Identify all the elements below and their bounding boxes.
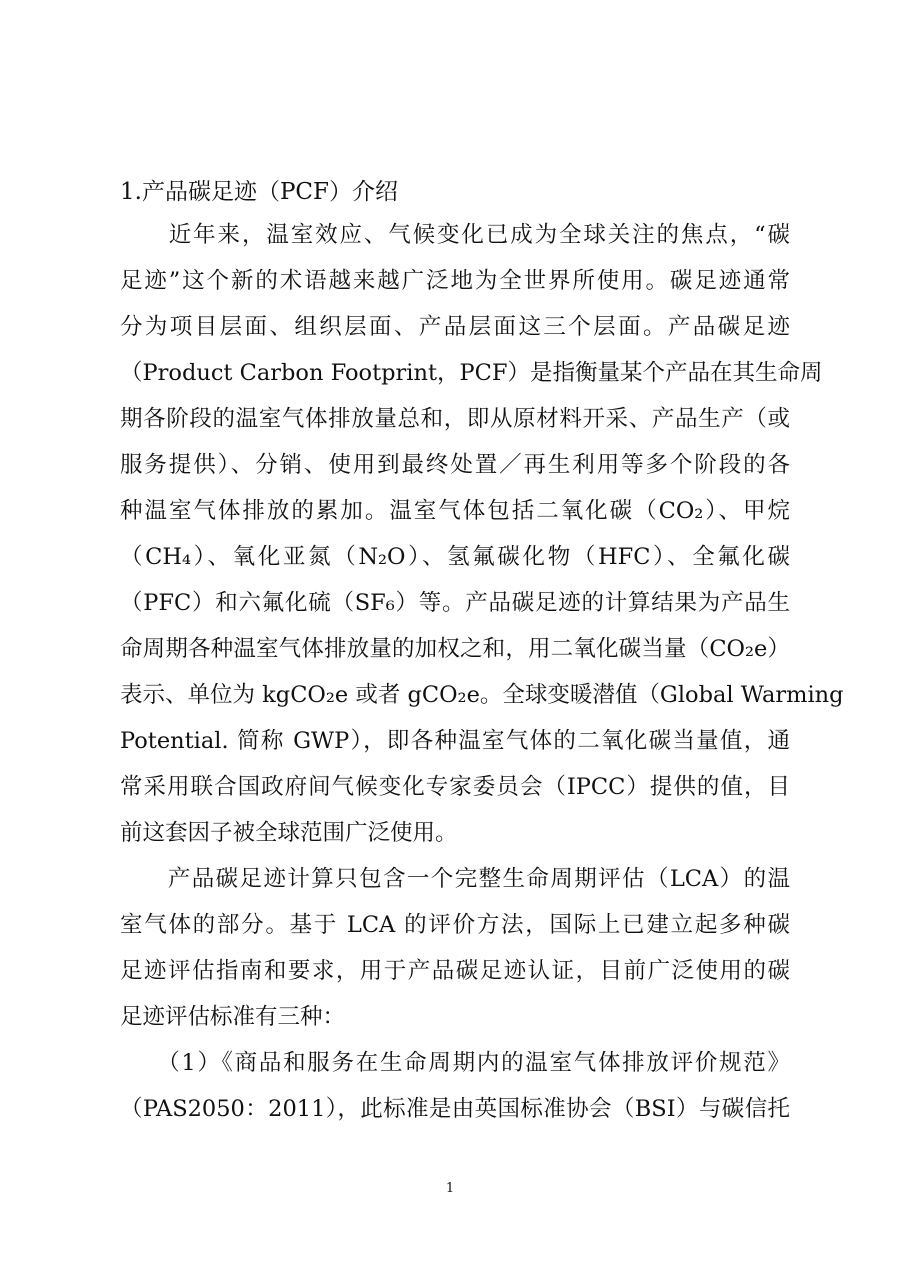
- paragraph-line: 种温室气体排放的累加。温室气体包括二氧化碳（CO₂）、甲烷: [120, 498, 790, 524]
- paragraph-line: 命周期各种温室气体排放量的加权之和，用二氧化碳当量（CO₂e）: [120, 636, 790, 662]
- paragraph-line: 近年来，温室效应、气候变化已成为全球关注的焦点，“碳: [120, 222, 790, 248]
- paragraph-line: 足迹评估指南和要求，用于产品碳足迹认证，目前广泛使用的碳: [120, 958, 790, 984]
- section-heading: 1.产品碳足迹（PCF）介绍: [120, 179, 398, 205]
- page-number: 1: [445, 1181, 455, 1196]
- paragraph-line: 足迹评估标准有三种：: [120, 1004, 346, 1030]
- paragraph-line: 室气体的部分。基于 LCA 的评价方法，国际上已建立起多种碳: [120, 912, 790, 938]
- paragraph-line: 表示、单位为 kgCO₂e 或者 gCO₂e。全球变暖潜值（Global Warming: [120, 682, 844, 708]
- paragraph-line: 期各阶段的温室气体排放量总和，即从原材料开采、产品生产（或: [120, 406, 790, 432]
- paragraph-line: （PFC）和六氟化硫（SF₆）等。产品碳足迹的计算结果为产品生: [120, 590, 790, 616]
- paragraph-line: 足迹”这个新的术语越来越广泛地为全世界所使用。碳足迹通常: [120, 268, 790, 294]
- paragraph-line: 服务提供）、分销、使用到最终处置／再生利用等多个阶段的各: [120, 452, 790, 478]
- paragraph-line: 前这套因子被全球范围广泛使用。: [120, 820, 458, 846]
- paragraph-line: （1）《商品和服务在生命周期内的温室气体排放评价规范》: [120, 1050, 790, 1076]
- paragraph-line: 产品碳足迹计算只包含一个完整生命周期评估（LCA）的温: [120, 866, 790, 892]
- paragraph-line: （Product Carbon Footprint，PCF）是指衡量某个产品在其生命周: [120, 360, 823, 386]
- paragraph-line: 分为项目层面、组织层面、产品层面这三个层面。产品碳足迹: [120, 314, 790, 340]
- paragraph-line: （CH₄）、氧化亚氮（N₂O）、氢氟碳化物（HFC）、全氟化碳: [120, 544, 790, 570]
- paragraph-line: 常采用联合国政府间气候变化专家委员会（IPCC）提供的值，目: [120, 774, 790, 800]
- paragraph-line: （PAS2050：2011），此标准是由英国标准协会（BSI）与碳信托: [120, 1096, 790, 1122]
- paragraph-line: Potential. 简称 GWP），即各种温室气体的二氧化碳当量值，通: [120, 728, 790, 754]
